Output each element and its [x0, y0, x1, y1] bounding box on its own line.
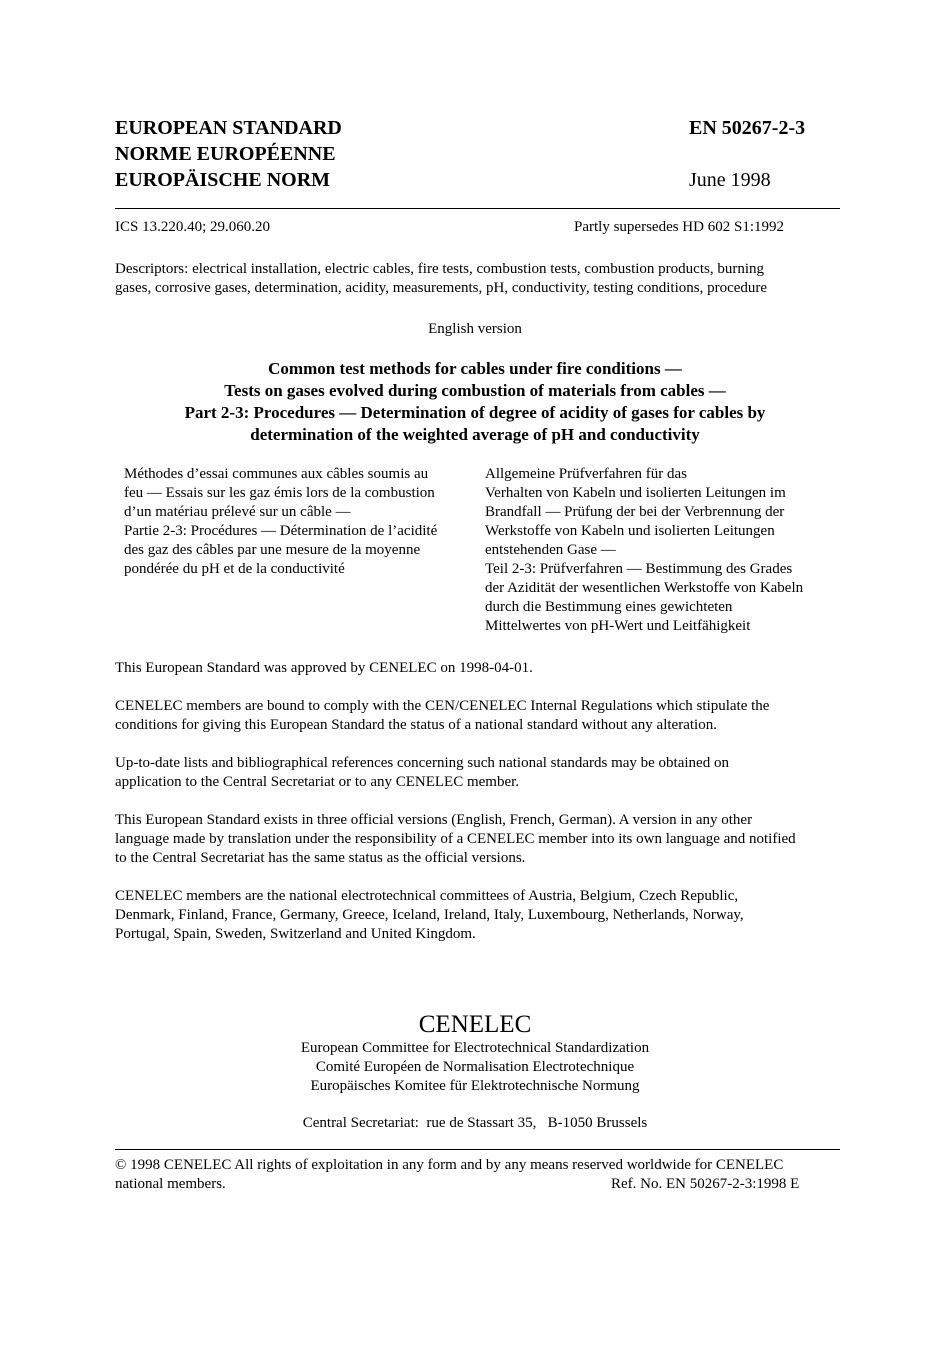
french-title-line: Partie 2-3: Procédures — Détermination de l’acidité	[124, 523, 438, 539]
reference-number: Ref. No. EN 50267-2-3:1998 E	[611, 1176, 800, 1192]
standard-number: EN 50267-2-3	[689, 117, 806, 139]
supersedes-note: Partly supersedes HD 602 S1:1992	[574, 219, 784, 235]
german-title-line: Teil 2-3: Prüfverfahren — Bestimmung des Grades	[485, 561, 793, 577]
german-title-line: Brandfall — Prüfung der bei der Verbrennung der	[485, 504, 785, 520]
publication-date: June 1998	[689, 169, 771, 191]
references-paragraph	[115, 754, 840, 792]
copyright-line: © 1998 CENELEC All rights of exploitation in any form and by any means reserved worldwide for CENELEC	[115, 1157, 784, 1173]
german-title-line: Allgemeine Prüfverfahren für das	[485, 466, 688, 482]
paragraph-line: Up-to-date lists and bibliographical references concerning such national standards may be obtained on	[115, 755, 729, 771]
organization-name-line: Comité Européen de Normalisation Electrotechnique	[315, 1059, 635, 1075]
paragraph-line: This European Standard exists in three official versions (English, French, German). A version in any other	[115, 812, 753, 828]
german-title-line: Verhalten von Kabeln und isolierten Leitungen im	[485, 485, 786, 501]
central-secretariat: Central Secretariat: rue de Stassart 35, B-1050 Brussels	[302, 1115, 648, 1131]
header-divider	[115, 208, 840, 209]
german-title-line: Mittelwertes von pH-Wert und Leitfähigkeit	[485, 618, 751, 634]
descriptors-line: gases, corrosive gases, determination, acidity, measurements, pH, conductivity, testing conditions, procedure	[115, 280, 768, 296]
title-french: NORME EUROPÉENNE	[115, 143, 336, 165]
french-title-line: des gaz des câbles par une mesure de la moyenne	[124, 542, 421, 558]
paragraph-line: Denmark, Finland, France, Germany, Greece, Iceland, Ireland, Italy, Luxembourg, Netherlands, Norway,	[115, 907, 744, 923]
paragraph-line: CENELEC members are the national electrotechnical committees of Austria, Belgium, Czech Republic,	[115, 888, 739, 904]
descriptors-line: Descriptors: electrical installation, electric cables, fire tests, combustion tests, combustion products, burning	[115, 261, 764, 277]
subject-line: determination of the weighted average of pH and conductivity	[250, 425, 700, 444]
footer-divider	[115, 1149, 840, 1150]
paragraph-line: This European Standard was approved by CENELEC on 1998-04-01.	[115, 660, 533, 676]
descriptors	[115, 260, 767, 298]
approval-paragraph	[115, 659, 840, 678]
paragraph-line: to the Central Secretariat has the same status as the official versions.	[115, 850, 526, 866]
french-title-line: Méthodes d’essai communes aux câbles soumis au	[124, 466, 429, 482]
french-title-line: d’un matériau prélevé sur un câble —	[124, 504, 351, 520]
french-title	[124, 465, 469, 579]
french-title-line: feu — Essais sur les gaz émis lors de la combustion	[124, 485, 435, 501]
versions-paragraph	[115, 811, 840, 868]
german-title	[485, 465, 835, 636]
title-english: EUROPEAN STANDARD	[115, 117, 342, 139]
german-title-line: der Azidität der wesentlichen Werkstoffe von Kabeln	[485, 580, 804, 596]
organization-name-line: European Committee for Electrotechnical Standardization	[300, 1040, 650, 1056]
subject-line: Part 2-3: Procedures — Determination of degree of acidity of gases for cables by	[184, 403, 766, 422]
paragraph-line: Portugal, Spain, Sweden, Switzerland and United Kingdom.	[115, 926, 476, 942]
paragraph-line: conditions for giving this European Standard the status of a national standard without any alteration.	[115, 717, 717, 733]
subject-line: Common test methods for cables under fire conditions —	[268, 359, 682, 378]
members-paragraph	[115, 887, 840, 944]
paragraph-line: application to the Central Secretariat or to any CENELEC member.	[115, 774, 520, 790]
organization-name-line: Europäisches Komitee für Elektrotechnische Normung	[310, 1078, 640, 1094]
paragraph-line: CENELEC members are bound to comply with the CEN/CENELEC Internal Regulations which stipulate the	[115, 698, 770, 714]
german-title-line: durch die Bestimmung eines gewichteten	[485, 599, 733, 615]
regulations-paragraph	[115, 697, 840, 735]
german-title-line: entstehenden Gase —	[485, 542, 616, 558]
version-label: English version	[428, 321, 522, 337]
cenelec-logo: CENELEC	[418, 1011, 532, 1038]
subject-line: Tests on gases evolved during combustion of materials from cables —	[224, 381, 726, 400]
title-german: EUROPÄISCHE NORM	[115, 169, 331, 191]
organization-names	[0, 1039, 950, 1096]
copyright-line: national members.	[115, 1176, 226, 1192]
german-title-line: Werkstoffe von Kabeln und isolierten Leitungen	[485, 523, 775, 539]
french-title-line: pondérée du pH et de la conductivité	[124, 561, 345, 577]
document-subject	[0, 358, 950, 446]
ics-code: ICS 13.220.40; 29.060.20	[115, 219, 271, 235]
paragraph-line: language made by translation under the responsibility of a CENELEC member into its own language and notified	[115, 831, 796, 847]
